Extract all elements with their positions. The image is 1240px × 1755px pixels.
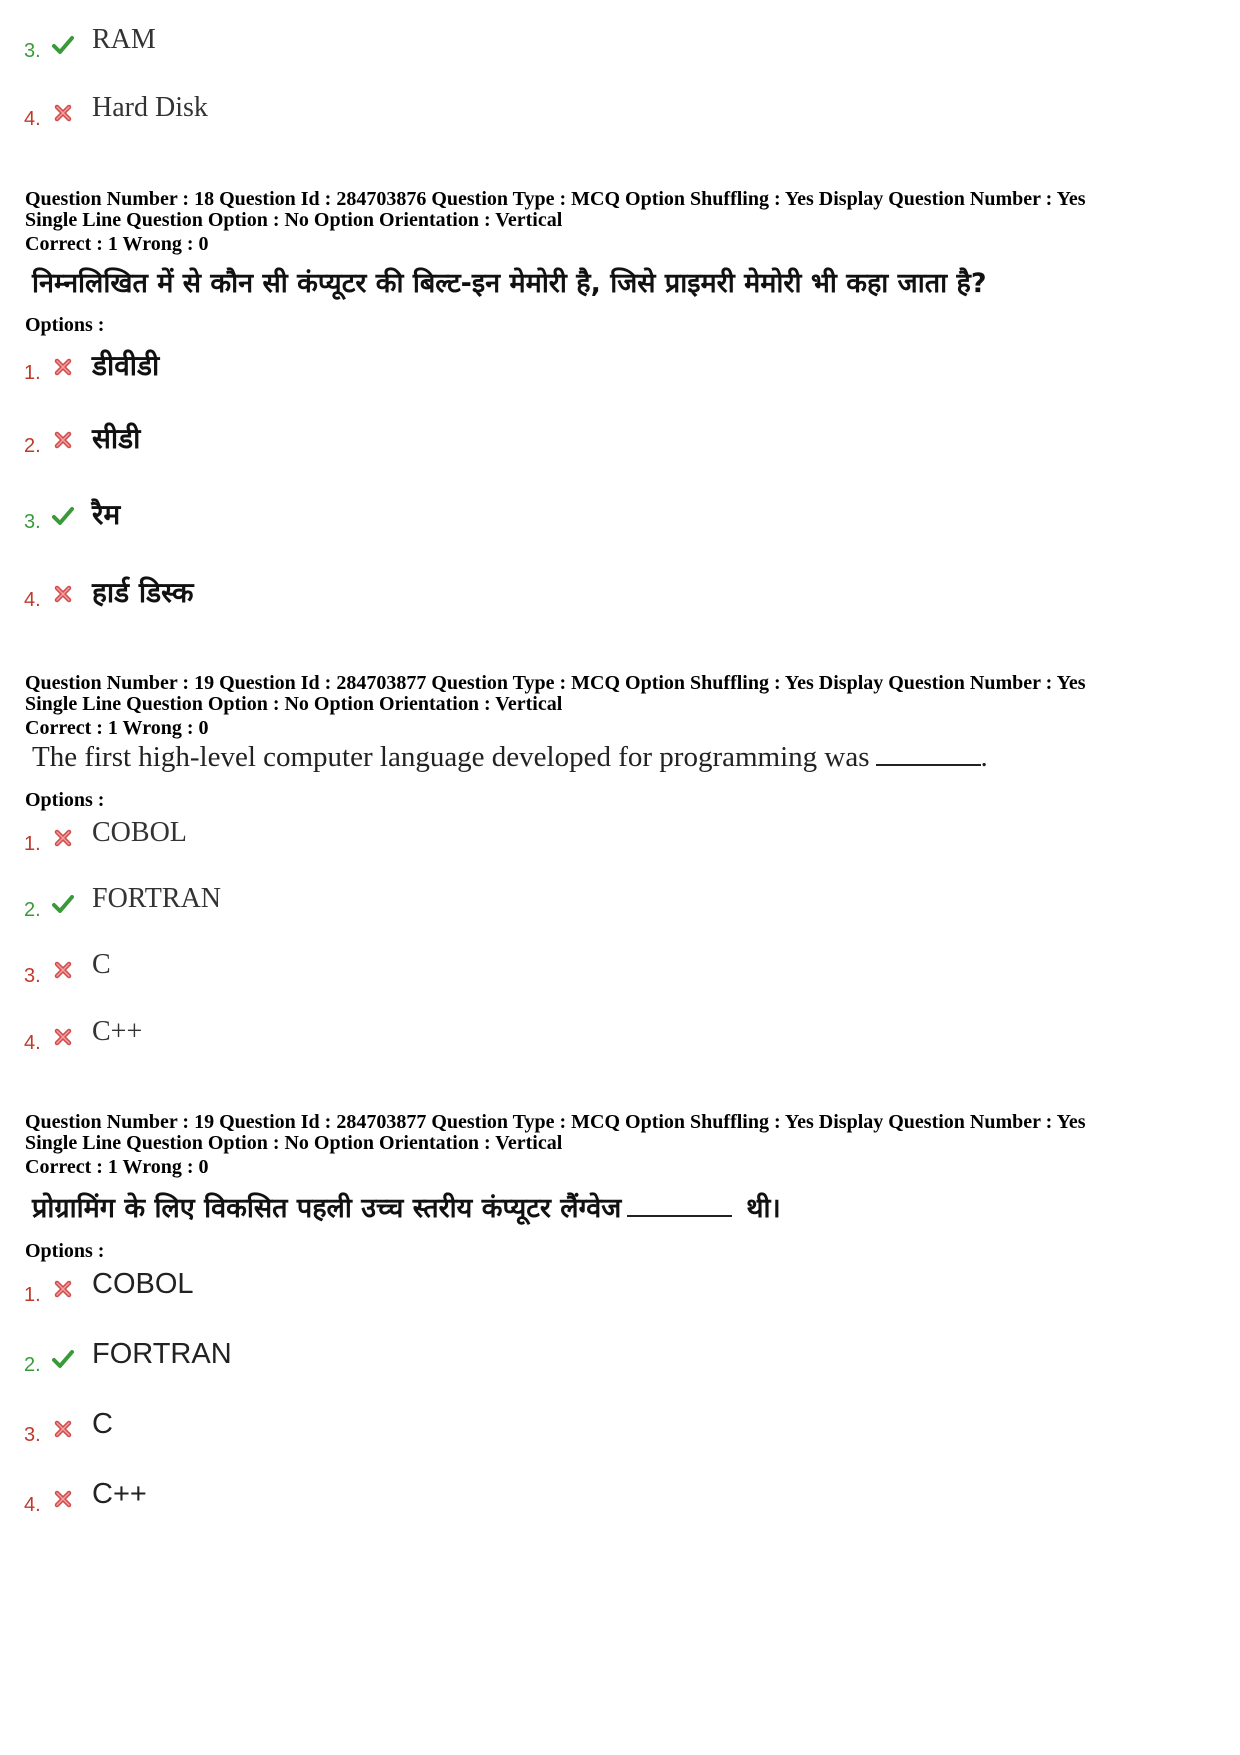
option-text: FORTRAN: [92, 883, 222, 914]
question-text: निम्नलिखित में से कौन सी कंप्यूटर की बिल्ट-इन मेमोरी है, जिसे प्राइमरी मेमोरी भी कहा जाता है?: [32, 268, 987, 299]
question-suffix: .: [980, 741, 988, 773]
option-number: 4.: [24, 589, 41, 611]
question-meta-line1: Question Number : 19 Question Id : 284703877 Question Type : MCQ Option Shuffling : Yes Display Question Number : Yes: [25, 1111, 1086, 1133]
check-icon: [52, 505, 74, 527]
question-text-line: [32, 741, 988, 774]
option-text: COBOL: [92, 1268, 194, 1300]
question-meta-line2: Single Line Question Option : No Option Orientation : Vertical: [25, 209, 563, 231]
option-number: 2.: [24, 1354, 41, 1376]
cross-icon: [52, 959, 74, 981]
question-suffix: थी।: [746, 1193, 781, 1224]
cross-icon: [52, 1278, 74, 1300]
option-text: डीवीडी: [92, 349, 160, 382]
question-meta-line1: Question Number : 19 Question Id : 284703877 Question Type : MCQ Option Shuffling : Yes Display Question Number : Yes: [25, 672, 1086, 694]
cross-icon: [52, 356, 74, 378]
cross-icon: [52, 1418, 74, 1440]
option-text: सीडी: [92, 422, 141, 455]
option-text: C: [92, 1408, 113, 1440]
option-number: 3.: [24, 965, 41, 987]
option-number: 1.: [24, 833, 41, 855]
question-counts: Correct : 1 Wrong : 0: [25, 233, 209, 255]
option-text: COBOL: [92, 817, 187, 848]
option-number: 3.: [24, 1424, 41, 1446]
check-icon: [52, 34, 74, 56]
option-text: हार्ड डिस्क: [92, 576, 194, 609]
cross-icon: [52, 102, 74, 124]
option-text: रैम: [92, 498, 121, 531]
option-number: 4.: [24, 1032, 41, 1054]
question-meta-line1: Question Number : 18 Question Id : 284703876 Question Type : MCQ Option Shuffling : Yes Display Question Number : Yes: [25, 188, 1086, 210]
cross-icon: [52, 583, 74, 605]
options-label: Options :: [25, 1240, 105, 1262]
options-label: Options :: [25, 789, 105, 811]
question-meta: [25, 189, 1085, 231]
option-number: 4.: [24, 108, 41, 130]
question-meta: [25, 673, 1085, 715]
option-text: FORTRAN: [92, 1338, 232, 1370]
question-text-line: [32, 1188, 781, 1225]
question-text: प्रोग्रामिंग के लिए विकसित पहली उच्च स्तरीय कंप्यूटर लैंग्वेज: [32, 1193, 622, 1224]
cross-icon: [52, 1026, 74, 1048]
option-text: RAM: [92, 24, 156, 55]
option-number: 2.: [24, 435, 41, 457]
question-meta-line2: Single Line Question Option : No Option Orientation : Vertical: [25, 1132, 563, 1154]
answer-blank: [876, 742, 981, 766]
question-counts: Correct : 1 Wrong : 0: [25, 1156, 209, 1178]
options-label: Options :: [25, 314, 105, 336]
option-text: C: [92, 949, 111, 980]
cross-icon: [52, 1488, 74, 1510]
option-text: C++: [92, 1016, 143, 1047]
question-text: The first high-level computer language developed for programming was: [32, 741, 870, 773]
question-meta-line2: Single Line Question Option : No Option Orientation : Vertical: [25, 693, 563, 715]
cross-icon: [52, 429, 74, 451]
option-number: 4.: [24, 1494, 41, 1516]
option-number: 3.: [24, 511, 41, 533]
option-number: 1.: [24, 1284, 41, 1306]
question-meta: [25, 1112, 1085, 1154]
question-counts: Correct : 1 Wrong : 0: [25, 717, 209, 739]
option-text: C++: [92, 1478, 147, 1510]
option-number: 3.: [24, 40, 41, 62]
option-number: 1.: [24, 362, 41, 384]
option-number: 2.: [24, 899, 41, 921]
check-icon: [52, 893, 74, 915]
answer-blank: [627, 1193, 732, 1217]
option-text: Hard Disk: [92, 92, 208, 123]
cross-icon: [52, 827, 74, 849]
check-icon: [52, 1348, 74, 1370]
